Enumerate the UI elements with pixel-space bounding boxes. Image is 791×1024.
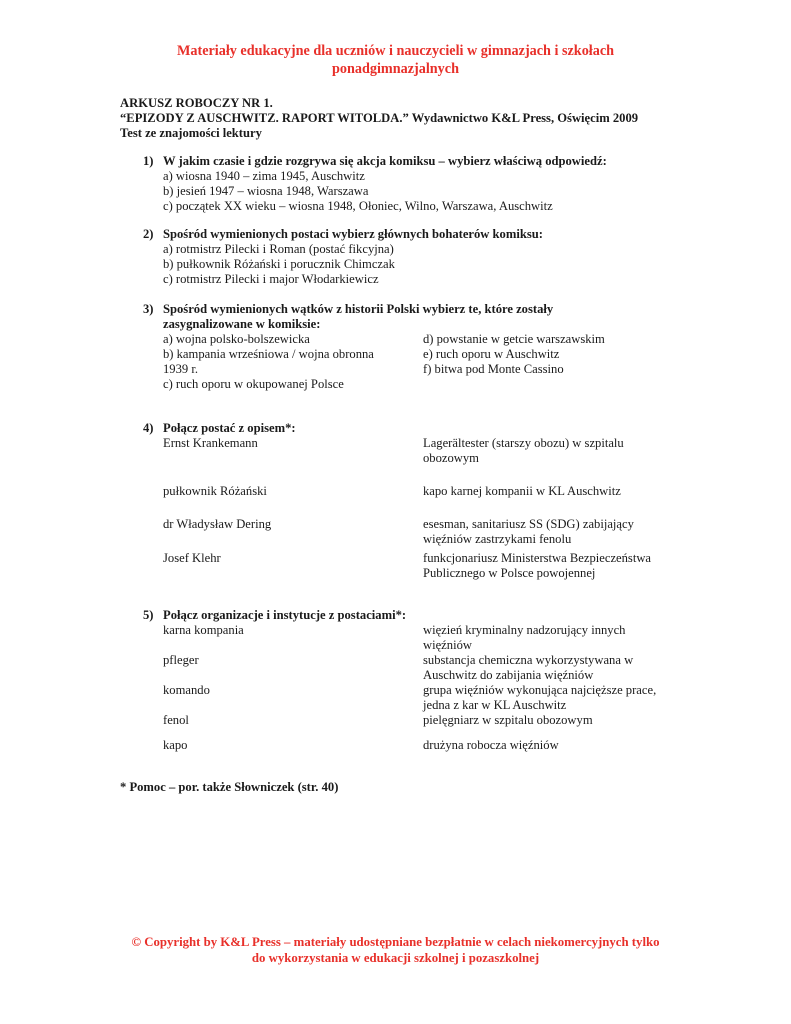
term: fenol [163,713,189,727]
question-number: 3) [143,302,154,316]
person-name: dr Władysław Dering [163,517,272,531]
answer-option: c) początek XX wieku – wiosna 1948, Ołoniec, Wilno, Warszawa, Auschwitz [163,199,553,213]
document-header [0,42,791,78]
term: karna kompania [163,623,244,637]
description-line: substancja chemiczna wykorzystywana w [423,653,634,667]
question-title-line-2: zasygnalizowane w komiksie: [163,317,321,331]
copyright-footer [0,934,791,966]
answer-option: c) rotmistrz Pilecki i major Włodarkiewicz [163,272,379,286]
question-number: 2) [143,227,154,241]
options-right-column [423,332,605,377]
help-footnote: * Pomoc – por. także Słowniczek (str. 40) [120,780,339,794]
term-description [423,623,625,653]
options-left-column [163,332,374,392]
answer-option: f) bitwa pod Monte Cassino [423,362,564,376]
question-title: Spośród wymienionych postaci wybierz głównych bohaterów komiksu: [163,227,543,241]
answer-option: a) wiosna 1940 – zima 1945, Auschwitz [163,169,365,183]
description-line: Publicznego w Polsce powojennej [423,566,596,580]
description-line: drużyna robocza więźniów [423,738,559,752]
answer-option: b) jesień 1947 – wiosna 1948, Warszawa [163,184,369,198]
answer-option: c) ruch oporu w okupowanej Polsce [163,377,344,391]
term: komando [163,683,210,697]
person-name: Josef Klehr [163,551,221,565]
term: pfleger [163,653,199,667]
header-line-2: ponadgimnazjalnych [332,61,459,77]
footer-line-1: © Copyright by K&L Press – materiały udostępniane bezpłatnie w celach niekomercyjnych tylko [131,935,660,949]
term-description [423,738,559,753]
description-line: Auschwitz do zabijania więźniów [423,668,594,682]
term-description [423,653,633,683]
person-description [423,517,634,547]
answer-option: 1939 r. [163,362,198,376]
question-number: 5) [143,608,154,622]
person-name: Ernst Krankemann [163,436,258,450]
term-description [423,683,656,713]
description-line: więzień kryminalny nadzorujący innych [423,623,626,637]
worksheet-heading [120,96,638,141]
worksheet-number: ARKUSZ ROBOCZY NR 1. [120,96,273,110]
person-name: pułkownik Różański [163,484,267,498]
question-title: W jakim czasie i gdzie rozgrywa się akcja komiksu – wybierz właściwą odpowiedź: [163,154,607,168]
person-description [423,436,624,466]
person-description [423,484,621,499]
term-description [423,713,593,728]
description-line: więźniów [423,638,472,652]
question-title: Połącz organizacje i instytucje z postaciami*: [163,608,407,622]
person-description [423,551,651,581]
answer-option: b) kampania wrześniowa / wojna obronna [163,347,374,361]
answer-option: e) ruch oporu w Auschwitz [423,347,560,361]
description-line: jedna z kar w KL Auschwitz [423,698,567,712]
term: kapo [163,738,188,752]
description-line: więźniów zastrzykami fenolu [423,532,572,546]
worksheet-subtitle: Test ze znajomości lektury [120,126,262,140]
description-line: obozowym [423,451,479,465]
answer-option: d) powstanie w getcie warszawskim [423,332,605,346]
question-number: 4) [143,421,154,435]
answer-option: a) rotmistrz Pilecki i Roman (postać fikcyjna) [163,242,394,256]
description-line: Lagerältester (starszy obozu) w szpitalu [423,436,624,450]
question-number: 1) [143,154,154,168]
description-line: funkcjonariusz Ministerstwa Bezpieczeństwa [423,551,652,565]
worksheet-title: “EPIZODY Z AUSCHWITZ. RAPORT WITOLDA.” Wydawnictwo K&L Press, Oświęcim 2009 [120,111,639,125]
description-line: grupa więźniów wykonująca najcięższe prace, [423,683,657,697]
header-line-1: Materiały edukacyjne dla uczniów i nauczycieli w gimnazjach i szkołach [176,43,615,59]
question-title: Połącz postać z opisem*: [163,421,296,435]
question-title-line-1: Spośród wymienionych wątków z historii Polski wybierz te, które zostały [163,302,554,316]
answer-option: a) wojna polsko-bolszewicka [163,332,310,346]
footer-line-2: do wykorzystania w edukacji szkolnej i pozaszkolnej [251,951,540,965]
description-line: pielęgniarz w szpitalu obozowym [423,713,593,727]
description-line: kapo karnej kompanii w KL Auschwitz [423,484,621,498]
description-line: esesman, sanitariusz SS (SDG) zabijający [423,517,634,531]
answer-option: b) pułkownik Różański i porucznik Chimczak [163,257,395,271]
